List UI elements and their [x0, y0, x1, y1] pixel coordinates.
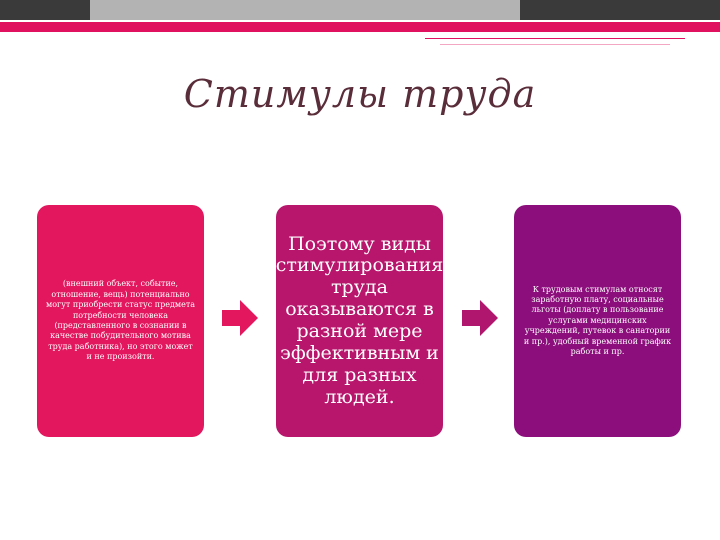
box-therefore-types-text: Поэтому виды стимулирования труда оказываются в разной мере эффективным и для разных людей. — [275, 232, 444, 408]
header-bar-dark-left — [0, 0, 90, 20]
slide-title: Стимулы труда — [183, 72, 537, 116]
box-external-object — [37, 205, 204, 437]
box-external-object-text: (внешний объект, событие, отношение, вещь) потенциально могут приобрести статус предмета потребности человека (представленного в сознании в качестве побудительного мотива труда работника), но этого может и не произойти. — [45, 279, 196, 362]
arrow-right-icon — [220, 298, 260, 338]
header-deco-line-1 — [425, 38, 685, 39]
arrow-right-icon — [460, 298, 500, 338]
box-labor-stimuli — [514, 205, 681, 437]
header-bar-dark-right — [520, 0, 720, 20]
header-bar-pink — [0, 22, 720, 32]
box-labor-stimuli-text: К трудовым стимулам относят заработную плату, социальные льготы (доплату в пользование услугами медицинских учреждений, путевок в санатории и пр.), удобный временной график работы и пр. — [523, 284, 672, 356]
box-therefore-types — [276, 205, 443, 437]
header-deco-line-2 — [440, 44, 670, 45]
